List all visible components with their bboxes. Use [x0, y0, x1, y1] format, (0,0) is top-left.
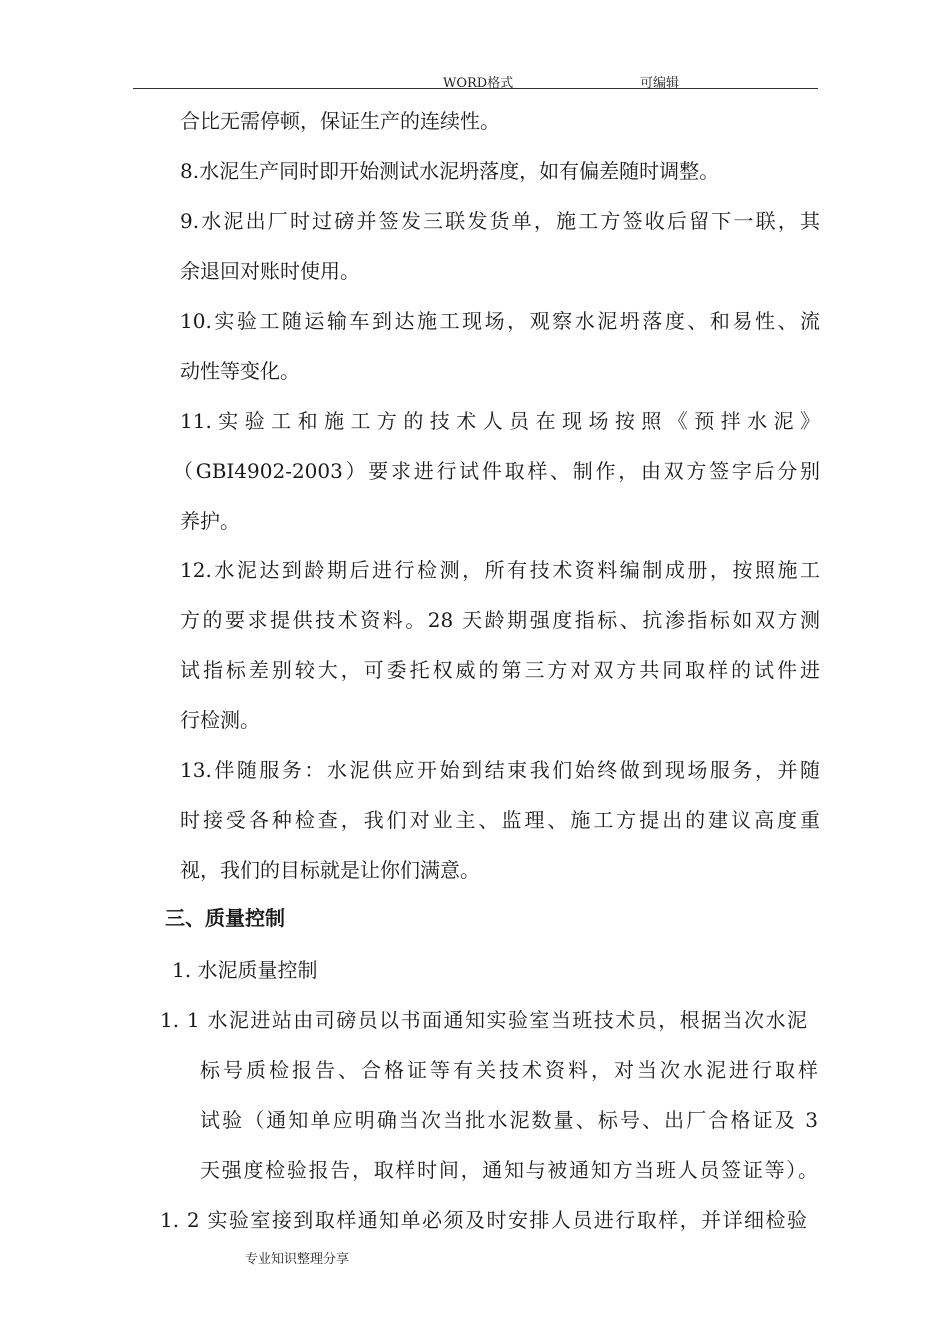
- body-line: 动性等变化。: [180, 359, 300, 383]
- header-right-text: 可编辑: [640, 76, 680, 91]
- body-line: 标号质检报告、合格证等有关技术资料，对当次水泥进行取样: [200, 1058, 818, 1082]
- body-line: 1. 1 水泥进站由司磅员以书面通知实验室当班技术员，根据当次水泥: [160, 1008, 807, 1032]
- subsection-heading: 1. 水泥质量控制: [172, 958, 318, 982]
- body-line: 9.水泥出厂时过磅并签发三联发货单，施工方签收后留下一联，其: [180, 209, 820, 233]
- body-line: 方的要求提供技术资料。28 天龄期强度指标、抗渗指标如双方测: [180, 608, 820, 632]
- body-line: 8.水泥生产同时即开始测试水泥坍落度，如有偏差随时调整。: [180, 159, 720, 183]
- body-line: 余退回对账时使用。: [180, 259, 360, 283]
- header-left-text: WORD格式: [443, 76, 514, 91]
- body-line: 试验（通知单应明确当次当批水泥数量、标号、出厂合格证及 3: [200, 1108, 818, 1132]
- body-line: 视，我们的目标就是让你们满意。: [180, 858, 480, 882]
- body-line: 11.实验工和施工方的技术人员在现场按照《预拌水泥》: [180, 409, 820, 433]
- body-line: 1. 2 实验室接到取样通知单必须及时安排人员进行取样，并详细检验: [160, 1208, 807, 1232]
- body-line: 天强度检验报告，取样时间，通知与被通知方当班人员签证等）。: [200, 1158, 818, 1182]
- body-line: 养护。: [180, 509, 240, 533]
- body-line: 10.实验工随运输车到达施工现场，观察水泥坍落度、和易性、流: [180, 309, 820, 333]
- body-line: 合比无需停顿，保证生产的连续性。: [180, 109, 500, 133]
- body-line: 行检测。: [180, 708, 260, 732]
- page-footer: 专业知识整理分享: [245, 1252, 350, 1267]
- section-heading: 三、质量控制: [165, 906, 285, 930]
- body-line: 时接受各种检查，我们对业主、监理、施工方提出的建议高度重: [180, 808, 820, 832]
- body-line: 13.伴随服务：水泥供应开始到结束我们始终做到现场服务，并随: [180, 758, 820, 782]
- body-line: 12.水泥达到龄期后进行检测，所有技术资料编制成册，按照施工: [180, 558, 820, 582]
- body-line: （GBI4902-2003）要求进行试件取样、制作，由双方签字后分别: [173, 459, 820, 483]
- header-rule: [133, 88, 818, 89]
- body-line: 试指标差别较大，可委托权威的第三方对双方共同取样的试件进: [180, 658, 820, 682]
